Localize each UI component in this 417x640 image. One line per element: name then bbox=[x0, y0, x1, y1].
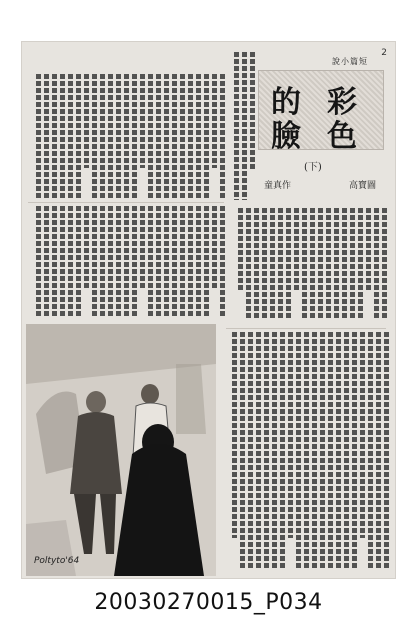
text-line bbox=[368, 332, 373, 568]
text-line bbox=[108, 206, 113, 318]
story-illustration bbox=[26, 324, 216, 576]
text-line bbox=[246, 208, 251, 320]
text-line bbox=[350, 208, 355, 320]
text-line bbox=[196, 206, 201, 318]
text-line bbox=[374, 208, 379, 320]
series-label: 說小篇短 bbox=[332, 57, 368, 66]
text-line bbox=[318, 208, 323, 320]
text-line bbox=[328, 332, 333, 568]
text-line bbox=[116, 206, 121, 318]
text-line bbox=[242, 52, 247, 200]
text-line bbox=[100, 206, 105, 318]
archive-caption: 20030270015_P034 bbox=[94, 590, 323, 615]
text-line bbox=[248, 332, 253, 568]
text-line bbox=[376, 332, 381, 568]
text-column-block bbox=[228, 208, 386, 320]
text-line bbox=[272, 332, 277, 568]
text-line bbox=[52, 74, 57, 198]
text-line bbox=[204, 74, 209, 198]
text-line bbox=[296, 332, 301, 568]
text-line bbox=[44, 206, 49, 318]
text-line bbox=[140, 74, 145, 168]
text-line bbox=[196, 74, 201, 198]
text-line bbox=[92, 74, 97, 198]
title-char: 色 bbox=[327, 119, 357, 154]
text-line bbox=[334, 208, 339, 320]
text-line bbox=[124, 206, 129, 318]
text-line bbox=[188, 74, 193, 198]
text-line bbox=[172, 74, 177, 198]
text-line bbox=[92, 206, 97, 318]
text-line bbox=[116, 74, 121, 198]
text-column-block bbox=[28, 74, 224, 198]
magazine-page bbox=[22, 42, 395, 578]
text-line bbox=[132, 206, 137, 318]
text-line bbox=[256, 332, 261, 568]
text-line bbox=[180, 206, 185, 318]
text-line bbox=[212, 74, 217, 168]
text-line bbox=[44, 74, 49, 198]
text-line bbox=[336, 332, 341, 568]
column-divider bbox=[226, 328, 386, 329]
title-char: 的 bbox=[271, 85, 301, 120]
text-column-block bbox=[230, 52, 254, 200]
text-line bbox=[68, 206, 73, 318]
text-line bbox=[320, 332, 325, 568]
text-line bbox=[172, 206, 177, 318]
title-char: 彩 bbox=[327, 85, 357, 120]
title-char: 臉 bbox=[271, 119, 301, 154]
text-line bbox=[234, 52, 239, 200]
text-line bbox=[156, 206, 161, 318]
text-line bbox=[250, 52, 255, 170]
text-line bbox=[286, 208, 291, 320]
text-column-block bbox=[28, 206, 224, 318]
text-line bbox=[100, 74, 105, 198]
text-line bbox=[84, 206, 89, 288]
text-line bbox=[204, 206, 209, 318]
text-line bbox=[302, 208, 307, 320]
credits bbox=[264, 178, 376, 191]
text-line bbox=[220, 74, 225, 198]
text-line bbox=[84, 74, 89, 168]
text-line bbox=[212, 206, 217, 288]
text-line bbox=[132, 74, 137, 198]
text-line bbox=[384, 332, 389, 568]
text-line bbox=[294, 208, 299, 290]
page-number: 2 bbox=[381, 48, 387, 58]
text-line bbox=[36, 74, 41, 198]
text-line bbox=[36, 206, 41, 318]
text-line bbox=[180, 74, 185, 198]
title-panel bbox=[258, 70, 384, 154]
text-line bbox=[140, 206, 145, 288]
text-line bbox=[264, 332, 269, 568]
title-block bbox=[258, 52, 382, 202]
text-line bbox=[60, 74, 65, 198]
text-line bbox=[360, 332, 365, 538]
text-line bbox=[240, 332, 245, 568]
illustration-drawing bbox=[26, 324, 216, 576]
text-line bbox=[344, 332, 349, 568]
text-line bbox=[124, 74, 129, 198]
text-line bbox=[68, 74, 73, 198]
text-line bbox=[310, 208, 315, 320]
text-line bbox=[60, 206, 65, 318]
text-line bbox=[262, 208, 267, 320]
text-line bbox=[278, 208, 283, 320]
text-line bbox=[52, 206, 57, 318]
text-column-block bbox=[222, 332, 388, 568]
text-line bbox=[270, 208, 275, 320]
text-line bbox=[358, 208, 363, 320]
text-line bbox=[76, 206, 81, 318]
text-line bbox=[156, 74, 161, 198]
text-line bbox=[108, 74, 113, 198]
text-line bbox=[304, 332, 309, 568]
illustrator-signature: Poltyto'64 bbox=[34, 556, 80, 566]
text-line bbox=[352, 332, 357, 568]
text-line bbox=[288, 332, 293, 538]
text-line bbox=[164, 74, 169, 198]
text-line bbox=[232, 332, 237, 538]
text-line bbox=[188, 206, 193, 318]
text-line bbox=[280, 332, 285, 568]
author-credit: 童真作 bbox=[264, 181, 292, 191]
text-line bbox=[366, 208, 371, 290]
text-line bbox=[148, 206, 153, 318]
text-line bbox=[312, 332, 317, 568]
text-line bbox=[164, 206, 169, 318]
text-line bbox=[326, 208, 331, 320]
text-line bbox=[76, 74, 81, 198]
illustrator-credit: 高寶圖 bbox=[348, 181, 376, 191]
text-line bbox=[342, 208, 347, 320]
text-line bbox=[238, 208, 243, 290]
part-mark: (下) bbox=[304, 162, 322, 173]
column-divider bbox=[28, 202, 224, 203]
text-line bbox=[148, 74, 153, 198]
text-line bbox=[254, 208, 259, 320]
text-line bbox=[220, 206, 225, 318]
text-line bbox=[382, 208, 387, 320]
